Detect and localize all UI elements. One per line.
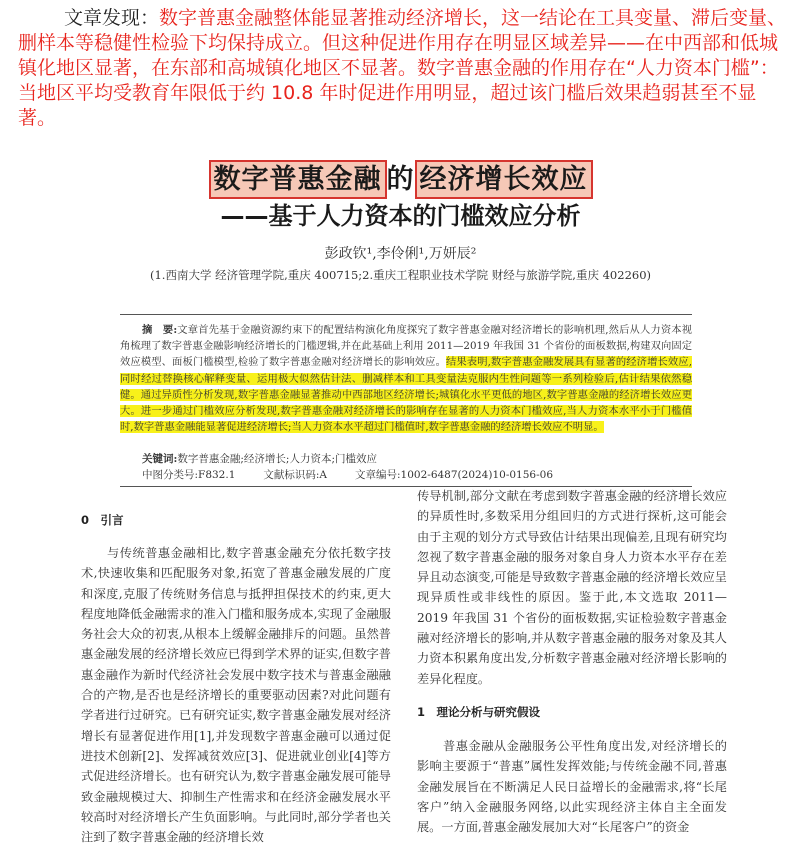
continued-paragraph: 传导机制,部分文献在考虑到数字普惠金融的经济增长效应的异质性时,多数采用分组回归的方式进行探析,这可能会由于主观的划分方式导致估计结果出现偏差,且现有研究均忽视了数字普惠金融的服务对象自身人力资本水平存在差异且动态演变,可能是导致数字普惠金融的经济增长效应呈现异质性或非线性的原因。鉴于此,本文选取 2011—2019 年我国 31 个省份的面板数据,实证检验数字普惠金融对经济增长的影响,并从数字普惠金融的服务对象及其人力资本积累角度出发,分析数字普惠金融对经济增长影响的差异化程度。 [417, 489, 727, 686]
title-connector: 的 [386, 164, 415, 195]
finding-text: 数字普惠金融整体能显著推动经济增长，这一结论在工具变量、滞后变量、删样本等稳健性检验下均保持成立。但这种促进作用存在明显区域差异——在中西部和低城镇化地区显著，在东部和高城镇化地区不显著。数字普惠金融的作用存在“人力资本门槛”：当地区平均受教育年限低于约 10.8 年时促进作用明显，超过该门槛后效果趋弱甚至不显著。 [18, 7, 787, 129]
finding-label: 文章发现： [64, 7, 160, 29]
right-column [417, 486, 727, 689]
intro-heading: 0 引言 [81, 513, 124, 527]
finding-annotation [18, 6, 788, 131]
keywords-line [142, 451, 377, 466]
authors: 彭政钦¹,李伶俐¹,万妍辰² [324, 246, 477, 262]
keywords: 数字普惠金融;经济增长;人力资本;门槛效应 [177, 453, 378, 465]
class-number: 中图分类号:F832.1 [142, 469, 236, 481]
document-code: 文献标识码:A [263, 469, 328, 481]
title-highlight-1: 数字普惠金融 [209, 160, 387, 199]
section1-paragraph: 普惠金融从金融服务公平性角度出发,对经济增长的影响主要源于“普惠”属性发挥效能;与传统金融不同,普惠金融发展旨在不断满足人民日益增长的金融需求,将“长尾客户”纳入金融服务网络,以此实现经济主体自主全面发展。一方面,普惠金融发展加大对“长尾客户”的资金 [417, 739, 727, 835]
keywords-label: 关键词: [142, 453, 178, 465]
right-column-section1 [417, 736, 727, 837]
affiliation: (1.西南大学 经济管理学院,重庆 400715;2.重庆工程职业技术学院 财经与旅游学院,重庆 402260) [149, 268, 652, 282]
abstract-label: 摘 要: [142, 324, 178, 336]
intro-paragraph: 与传统普惠金融相比,数字普惠金融充分依托数字技术,快速收集和匹配服务对象,拓宽了普惠金融发展的广度和深度,克服了传统财务信息与抵押担保技术的约束,更大程度地降低金融需求的准入门槛和服务成本,实现了金融服务社会大众的初衷,从根本上缓解金融排斥的问题。虽然普惠金融发展的经济增长效应已得到学术界的证实,但数字普惠金融作为新时代经济社会发展中数字技术与普惠金融融合的产物,是否也是经济增长的重要驱动因素?对此问题有学者进行过研究。已有研究证实,数字普惠金融发展对经济增长有显著促进作用[1],并发现数字普惠金融可以通过促进技术创新[2]、发挥减贫效应[3]、促进就业创业[4]等方式促进经济增长。也有研究认为,数字普惠金融发展可能导致金融规模过大、抑制生产性需求和在经济金融发展水平较高时对经济增长产生负面影响。与此同时,部分学者也关注到了数字普惠金融的经济增长效 [81, 546, 391, 845]
abstract-highlighted-text: 结果表明,数字普惠金融发展具有显著的经济增长效应,同时经过替换核心解释变量、运用极大似然估计法、删减样本和工具变量法克服内生性问题等一系列检验后,估计结果依然稳健。通过异质性分析发现,数字普惠金融显著推动中西部地区经济增长;城镇化水平更低的地区,数字普惠金融的经济增长效应更大。进一步通过门槛效应分析发现,数字普惠金融对经济增长的影响存在显著的人力资本门槛效应,当人力资本水平小于门槛值时,数字普惠金融能显著促进经济增长;当人力资本水平超过门槛值时,数字普惠金融的经济增长效应不明显。 [120, 356, 692, 434]
abstract-text: 文章首先基于金融资源约束下的配置结构演化角度探究了数字普惠金融对经济增长的影响机理,然后从人力资本视角梳理了数字普惠金融影响经济增长的门槛逻辑,并在此基础上利用 2011—2019 年我国 31 个省份的面板数据,构建双向固定效应模型、面板门槛模型,检验了数字普惠金融对经济增长的影响效应。 [120, 324, 692, 369]
paper-title [0, 157, 801, 196]
article-number: 文章编号:1002-6487(2024)10-0156-06 [355, 469, 553, 481]
paper-subtitle: ——基于人力资本的门槛效应分析 [220, 202, 581, 230]
section1-heading: 1 理论分析与研究假设 [417, 705, 541, 719]
abstract [120, 322, 692, 435]
abstract-top-rule [120, 314, 692, 315]
title-highlight-2: 经济增长效应 [415, 160, 593, 199]
article-meta [142, 467, 702, 482]
left-column [81, 543, 391, 847]
